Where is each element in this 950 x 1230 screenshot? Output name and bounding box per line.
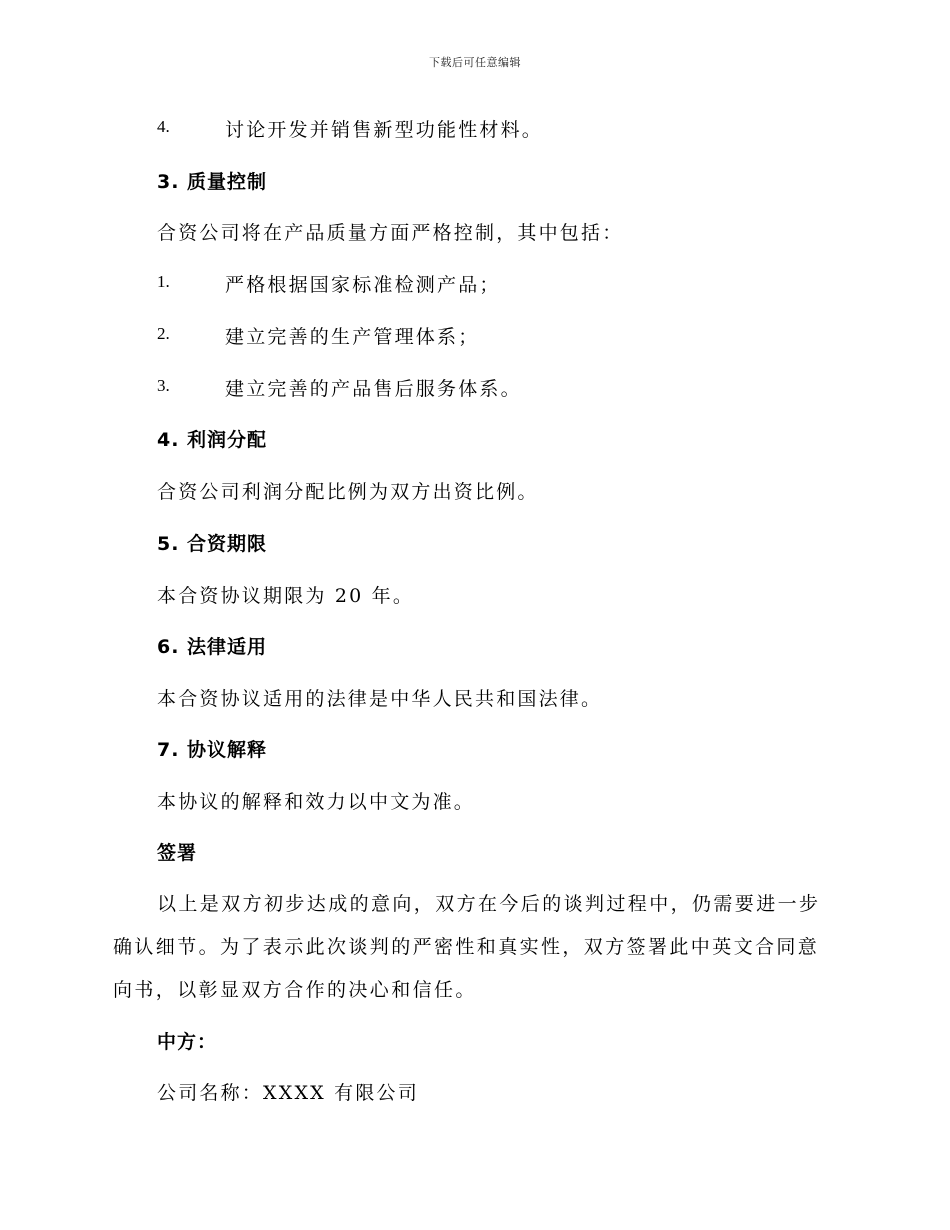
list-item-text: 严格根据国家标准检测产品； [225,274,501,296]
list-item-number: 1. [157,272,170,291]
section-heading-term: 5. 合资期限 [157,533,268,555]
list-item-number: 3. [157,376,170,395]
list-item-text: 建立完善的生产管理体系； [225,326,480,348]
term-text: 本合资协议期限为 20 年。 [157,585,415,607]
section-heading-interpretation: 7. 协议解释 [157,739,268,761]
list-item-text: 建立完善的产品售后服务体系。 [225,378,522,400]
list-item-text: 讨论开发并销售新型功能性材料。 [225,119,544,141]
section-heading-law: 6. 法律适用 [157,636,268,658]
signing-paragraph-line: 向书，以彰显双方合作的决心和信任。 [113,979,477,1001]
law-text: 本合资协议适用的法律是中华人民共和国法律。 [157,688,603,710]
section-heading-quality: 3. 质量控制 [157,171,268,193]
section-heading-signing: 签署 [157,842,198,864]
page-header: 下载后可任意编辑 [429,56,521,69]
list-item-number: 4. [157,117,170,136]
profit-text: 合资公司利润分配比例为双方出资比例。 [157,481,539,503]
section-heading-chinese-party: 中方： [157,1031,218,1053]
signing-paragraph-line: 以上是双方初步达成的意向，双方在今后的谈判过程中，仍需要进一步 [157,893,821,915]
list-item-number: 2. [157,324,170,343]
company-name-line: 公司名称：XXXX 有限公司 [157,1082,419,1104]
quality-intro: 合资公司将在产品质量方面严格控制，其中包括： [157,222,624,244]
signing-paragraph-line: 确认细节。为了表示此次谈判的严密性和真实性，双方签署此中英文合同意 [113,936,820,958]
interpretation-text: 本协议的解释和效力以中文为准。 [157,791,476,813]
section-heading-profit: 4. 利润分配 [157,429,268,451]
